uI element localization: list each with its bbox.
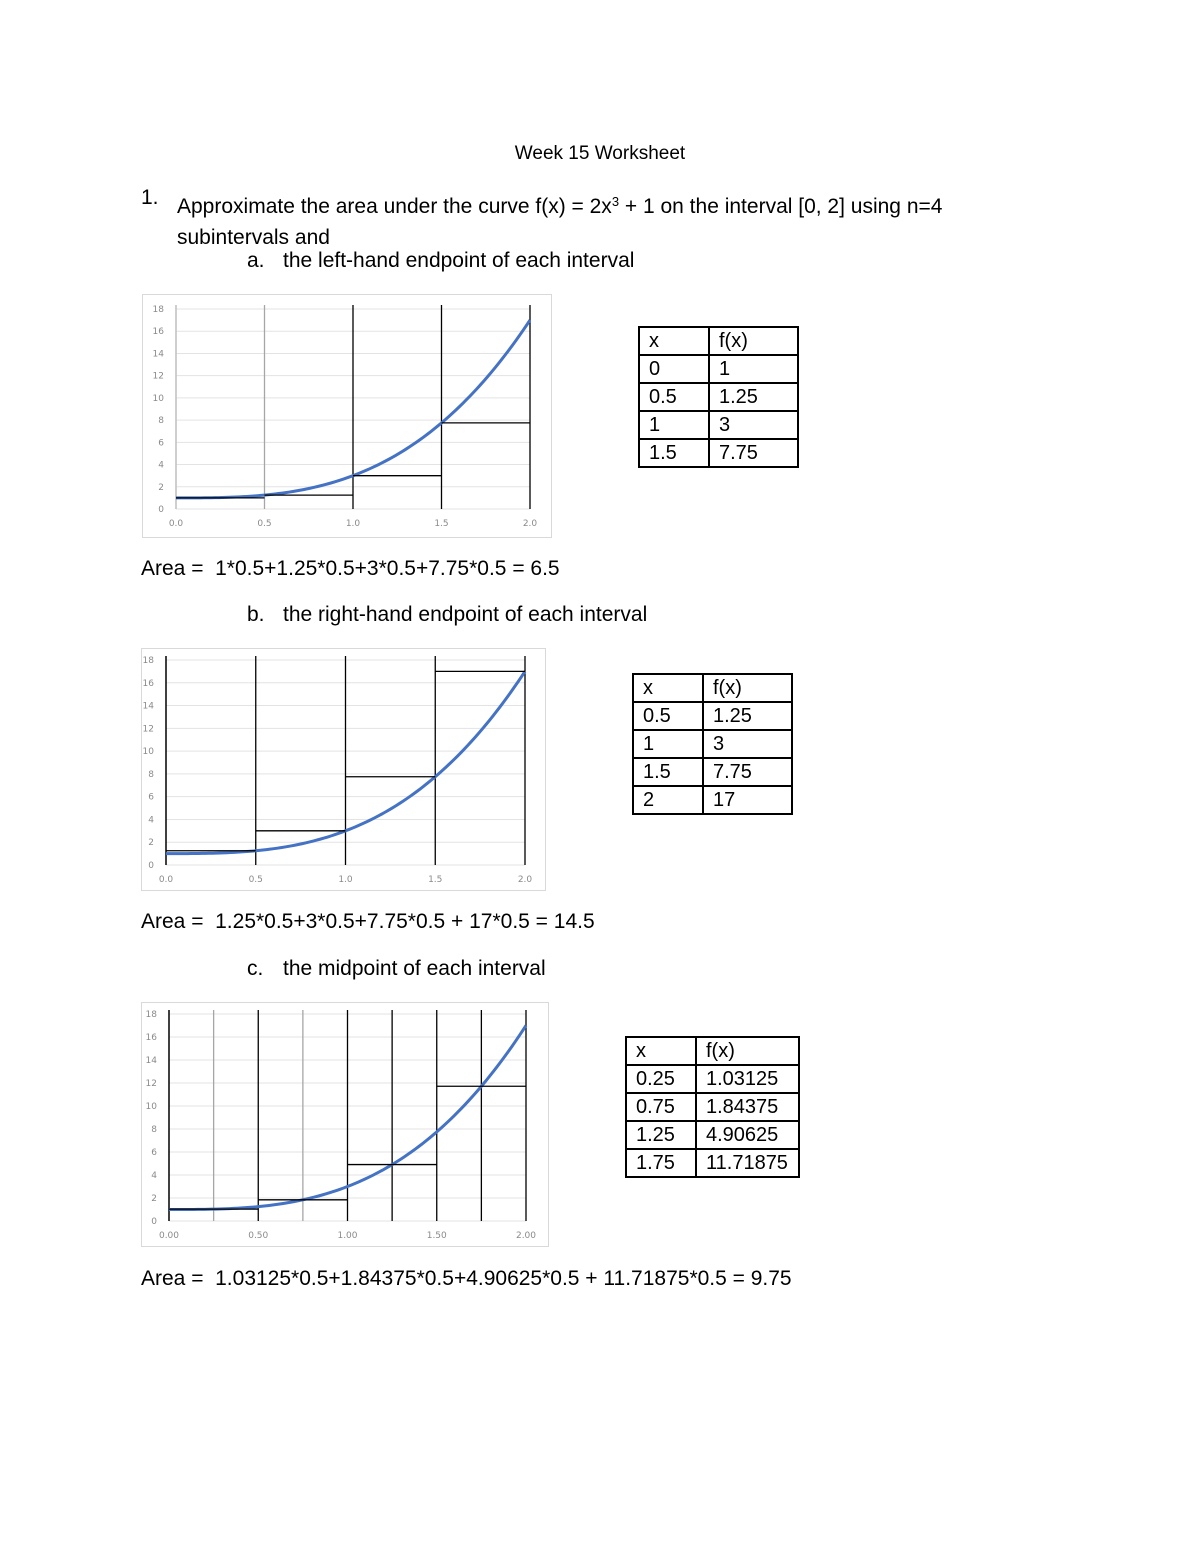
part-a-label: a. [247,249,265,272]
table-row [633,786,792,814]
y-tick-label: 14 [145,1056,157,1066]
y-tick-label: 0 [148,861,154,871]
table-row [633,758,792,786]
part-c-label: c. [247,957,264,980]
y-tick-label: 4 [151,1171,157,1181]
x-tick-label: 0.00 [158,1231,180,1241]
table-cell-x: 1.5 [639,439,709,467]
y-tick-label: 0 [158,505,164,515]
y-tick-label: 2 [148,838,154,849]
table-cell-fx: 11.71875 [696,1149,799,1177]
x-tick-label: 1.0 [345,519,361,529]
table-header-fx: f(x) [696,1037,799,1065]
table-cell-fx: 1.03125 [696,1065,799,1093]
x-tick-label: 1.5 [434,519,449,529]
table-header-x: x [633,674,703,702]
table-cell-x: 0.5 [633,702,703,730]
table-cell-fx: 17 [703,786,792,814]
y-tick-label: 4 [158,460,164,471]
table-cell-x: 1.75 [626,1149,696,1177]
x-tick-label: 2.0 [522,519,538,529]
y-tick-label: 2 [151,1194,157,1204]
x-tick-label: 1.00 [337,1231,358,1241]
table-cell-fx: 3 [709,411,798,439]
table-cell-x: 1.25 [626,1121,696,1149]
question-text-before: Approximate the area under the curve f(x) = 2x [177,195,612,218]
part-c-heading [247,957,546,981]
x-tick-label: 1.50 [426,1231,447,1241]
area-result-b: Area = 1.25*0.5+3*0.5+7.75*0.5 + 17*0.5 = 14.5 [141,910,595,933]
y-tick-label: 12 [145,1079,157,1089]
table-cell-fx: 1 [709,355,798,383]
table-cell-fx: 1.25 [703,702,792,730]
table-cell-x: 2 [633,786,703,814]
x-tick-label: 0.5 [257,519,272,529]
table-header-row [633,674,792,702]
table-midpoint [625,1036,800,1178]
y-tick-label: 18 [152,305,164,315]
y-tick-label: 16 [142,678,154,689]
y-tick-label: 16 [145,1033,157,1043]
x-tick-label: 2.00 [515,1231,537,1241]
y-tick-label: 16 [152,327,164,338]
table-cell-fx: 4.90625 [696,1121,799,1149]
table-row [626,1149,799,1177]
x-tick-label: 1.0 [338,875,353,885]
y-tick-label: 12 [152,371,164,382]
table-header-row [626,1037,799,1065]
y-tick-label: 8 [148,769,154,780]
table-row [639,411,798,439]
table-row [639,355,798,383]
y-tick-label: 12 [142,724,154,735]
part-b-text: the right-hand endpoint of each interval [283,603,648,626]
y-tick-label: 10 [145,1102,157,1112]
y-tick-label: 18 [145,1010,157,1020]
question-text [177,186,997,253]
x-tick-label: 0.50 [248,1231,269,1241]
y-tick-label: 10 [142,747,154,758]
table-row [633,730,792,758]
x-tick-label: 0.0 [168,519,184,529]
table-row [639,383,798,411]
y-tick-label: 6 [151,1148,157,1158]
table-cell-x: 1.5 [633,758,703,786]
y-tick-label: 2 [158,482,164,493]
x-tick-label: 1.5 [428,875,443,885]
y-tick-label: 10 [152,393,164,404]
table-cell-x: 0 [639,355,709,383]
table-row [626,1065,799,1093]
table-cell-fx: 1.25 [709,383,798,411]
chart-midpoint [141,1002,549,1247]
table-row [626,1093,799,1121]
y-tick-label: 6 [158,438,164,449]
y-tick-label: 0 [151,1217,157,1227]
table-left-endpoint [638,326,799,468]
table-cell-x: 1 [633,730,703,758]
table-header-x: x [626,1037,696,1065]
table-cell-fx: 7.75 [703,758,792,786]
part-a-heading [247,249,634,273]
y-tick-label: 6 [148,792,154,803]
x-tick-label: 0.5 [248,875,263,885]
table-row [633,702,792,730]
table-cell-x: 0.75 [626,1093,696,1121]
table-cell-x: 1 [639,411,709,439]
table-cell-fx: 7.75 [709,439,798,467]
table-header-row [639,327,798,355]
chart-left-endpoint [142,294,552,538]
table-cell-x: 0.25 [626,1065,696,1093]
part-a-text: the left-hand endpoint of each interval [283,249,635,272]
question-text-after: + 1 on the interval [0, 2] using n=4 subintervals and [177,195,943,249]
table-cell-fx: 3 [703,730,792,758]
y-tick-label: 8 [158,416,164,427]
table-cell-x: 0.5 [639,383,709,411]
table-row [626,1121,799,1149]
part-b-heading [247,603,647,627]
table-header-fx: f(x) [709,327,798,355]
table-right-endpoint [632,673,793,815]
table-row [639,439,798,467]
y-tick-label: 18 [142,656,154,666]
part-b-label: b. [247,603,265,626]
y-tick-label: 4 [148,815,154,826]
x-tick-label: 2.0 [517,875,533,885]
y-tick-label: 8 [151,1125,157,1135]
y-tick-label: 14 [152,349,164,360]
part-c-text: the midpoint of each interval [283,957,546,980]
table-header-x: x [639,327,709,355]
chart-right-endpoint [141,648,546,891]
area-result-a: Area = 1*0.5+1.25*0.5+3*0.5+7.75*0.5 = 6.5 [141,557,560,580]
area-result-c: Area = 1.03125*0.5+1.84375*0.5+4.90625*0.5 + 11.71875*0.5 = 9.75 [141,1267,792,1290]
question-number: 1. [141,186,159,209]
y-tick-label: 14 [142,701,154,712]
question-exponent: 3 [611,194,620,209]
table-header-fx: f(x) [703,674,792,702]
page-title: Week 15 Worksheet [514,143,686,164]
x-tick-label: 0.0 [158,875,174,885]
table-cell-fx: 1.84375 [696,1093,799,1121]
